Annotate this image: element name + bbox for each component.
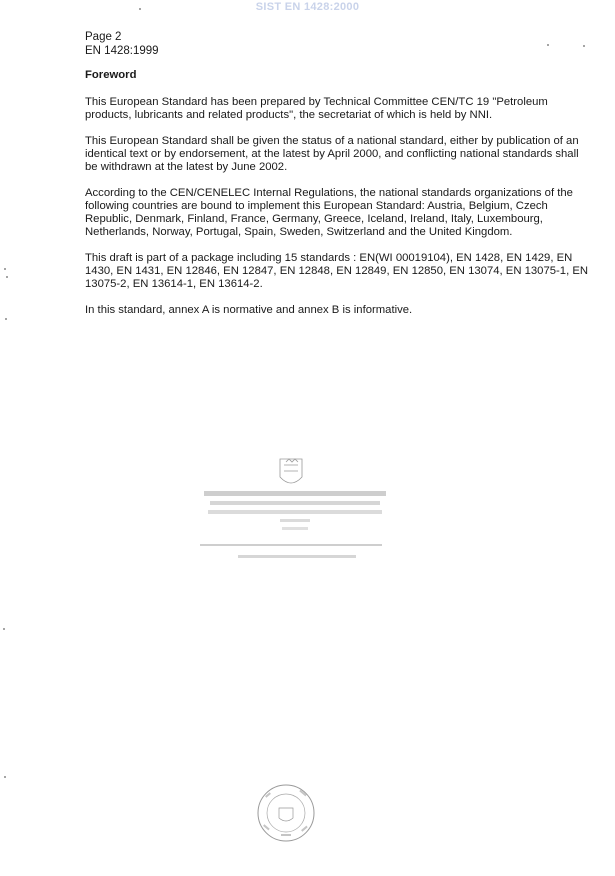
coat-of-arms-icon [280, 459, 302, 483]
institution-emblem-stamp [200, 455, 390, 575]
scan-speck [547, 44, 549, 46]
foreword-heading: Foreword [85, 69, 137, 81]
paragraph-package: This draft is part of a package including 15 standards : EN(WI 00019104), EN 1428, EN 1429, EN 1430, EN 1431, EN 12846, EN 12847, EN 12848, EN 12849, EN 12850, EN 13074, EN 13075-1, EN 13075-2, EN 13614-1, EN 13614-2. [85, 252, 589, 290]
emblem-text-lines [200, 491, 386, 558]
seal-crest-icon [279, 808, 293, 821]
paragraph-annexes: In this standard, annex A is normative and annex B is informative. [85, 304, 413, 316]
scan-speck [5, 318, 7, 320]
scan-speck [4, 776, 6, 778]
standard-code: EN 1428:1999 [85, 44, 159, 57]
scan-speck [3, 628, 5, 630]
page-number: Page 2 [85, 31, 122, 43]
paragraph-status: This European Standard shall be given the status of a national standard, either by publication of an identical text or by endorsement, at the latest by April 2000, and conflicting national standards shall be withdrawn at the latest by June 2002. [85, 135, 579, 173]
page-header [85, 31, 159, 58]
scan-speck [139, 8, 141, 10]
scan-speck [583, 45, 585, 47]
paragraph-countries: According to the CEN/CENELEC Internal Regulations, the national standards organizations of the following countries are bound to implement this European Standard: Austria, Belgium, Czech Republic, Denmark, Finland, France, Germany, Greece, Iceland, Ireland, Italy, Luxembourg, Netherlands, Norway, Portugal, Spain, Sweden, Switzerland and the United Kingdom. [85, 187, 573, 238]
official-seal-stamp [255, 782, 317, 844]
scan-speck [4, 268, 6, 270]
foreword-section [85, 69, 590, 330]
document-watermark: SIST EN 1428:2000 [255, 1, 360, 13]
paragraph-preparation: This European Standard has been prepared by Technical Committee CEN/TC 19 "Petroleum products, lubricants and related products", the secretariat of which is held by NNI. [85, 96, 548, 121]
scan-speck [6, 276, 8, 278]
